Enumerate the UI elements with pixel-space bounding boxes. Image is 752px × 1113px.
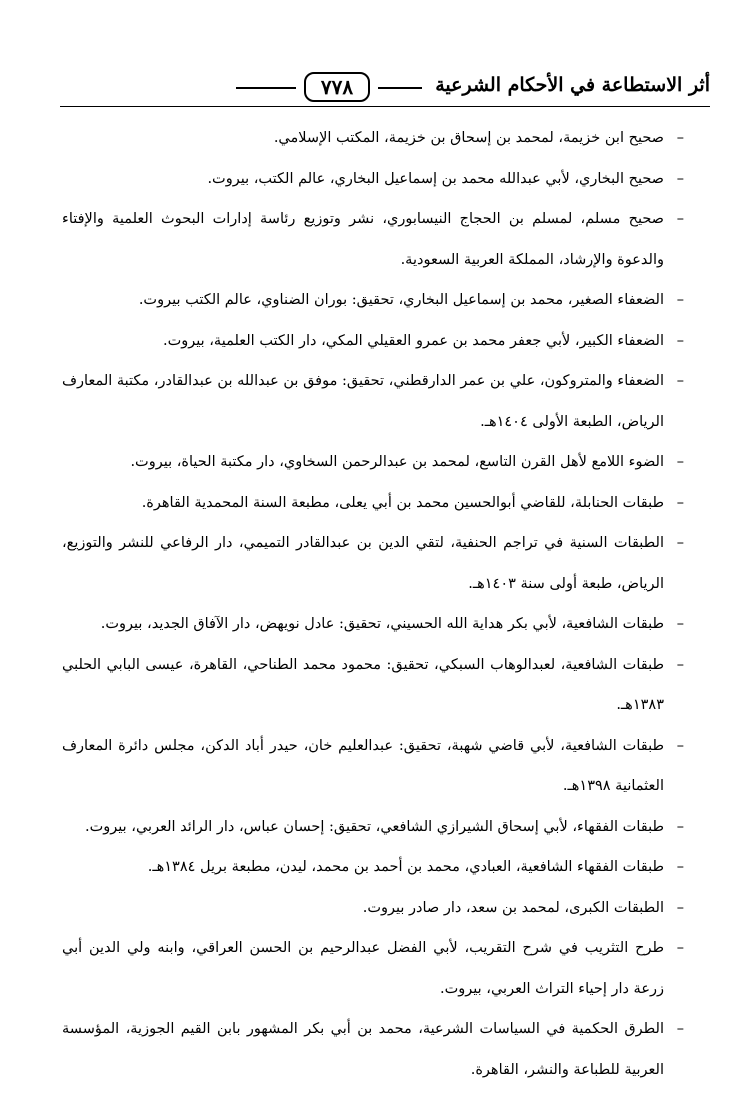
reference-item: – الضعفاء الصغير، محمد بن إسماعيل البخاري، تحقيق: بوران الضناوي، عالم الكتب بيروت. xyxy=(62,280,686,321)
reference-item: – الضعفاء الكبير، لأبي جعفر محمد بن عمرو العقيلي المكي، دار الكتب العلمية، بيروت. xyxy=(62,321,686,362)
header-rule xyxy=(378,87,422,89)
reference-item: – طبقات الفقهاء الشافعية، العبادي، محمد بن أحمد بن محمد، ليدن، مطبعة بريل ١٣٨٤هـ. xyxy=(62,847,686,888)
reference-item: – طبقات الشافعية، لعبدالوهاب السبكي، تحقيق: محمود محمد الطناحي، القاهرة، عيسى البابي الحلبي ١٣٨٣هـ. xyxy=(62,645,686,726)
reference-item: – صحيح ابن خزيمة، لمحمد بن إسحاق بن خزيمة، المكتب الإسلامي. xyxy=(62,118,686,159)
running-title: أثر الاستطاعة في الأحكام الشرعية xyxy=(435,74,710,96)
page-header xyxy=(60,72,710,104)
reference-item: – طبقات الشافعية، لأبي قاضي شهبة، تحقيق: عبدالعليم خان، حيدر أباد الدكن، مجلس دائرة المعارف العثمانية ١٣٩٨هـ. xyxy=(62,726,686,807)
reference-item: – صحيح مسلم، لمسلم بن الحجاج النيسابوري، نشر وتوزيع رئاسة إدارات البحوث العلمية والإفتاء والدعوة والإرشاد، المملكة العربية السعودية. xyxy=(62,199,686,280)
reference-item: – الضوء اللامع لأهل القرن التاسع، لمحمد بن عبدالرحمن السخاوي، دار مكتبة الحياة، بيروت. xyxy=(62,442,686,483)
header-rule xyxy=(236,87,296,89)
reference-item: – الطبقات الكبرى، لمحمد بن سعد، دار صادر بيروت. xyxy=(62,888,686,929)
header-underline xyxy=(60,106,710,107)
reference-item: – طرح التثريب في شرح التقريب، لأبي الفضل عبدالرحيم بن الحسن العراقي، وابنه ولي الدين أبي زرعة دار إحياء التراث العربي، بيروت. xyxy=(62,928,686,1009)
reference-item: – الضعفاء والمتروكون، علي بن عمر الدارقطني، تحقيق: موفق بن عبدالله بن عبدالقادر، مكتبة المعارف الرياض، الطبعة الأولى ١٤٠٤هـ. xyxy=(62,361,686,442)
reference-item: – الطبقات السنية في تراجم الحنفية، لتقي الدين بن عبدالقادر التميمي، دار الرفاعي للنشر والتوزيع، الرياض، طبعة أولى سنة ١٤٠٣هـ. xyxy=(62,523,686,604)
page-number: ٧٧٨ xyxy=(304,72,370,102)
reference-item: – طبقات الحنابلة، للقاضي أبوالحسين محمد بن أبي يعلى، مطبعة السنة المحمدية القاهرة. xyxy=(62,483,686,524)
reference-item: – صحيح البخاري، لأبي عبدالله محمد بن إسماعيل البخاري، عالم الكتب، بيروت. xyxy=(62,159,686,200)
reference-item: – طبقات الشافعية، لأبي بكر هداية الله الحسيني، تحقيق: عادل نويهض، دار الآفاق الجديد، بيروت. xyxy=(62,604,686,645)
references-list xyxy=(62,118,686,1090)
reference-item: – الطرق الحكمية في السياسات الشرعية، محمد بن أبي بكر المشهور بابن القيم الجوزية، المؤسسة العربية للطباعة والنشر، القاهرة. xyxy=(62,1009,686,1090)
reference-item: – طبقات الفقهاء، لأبي إسحاق الشيرازي الشافعي، تحقيق: إحسان عباس، دار الرائد العربي، بيروت. xyxy=(62,807,686,848)
